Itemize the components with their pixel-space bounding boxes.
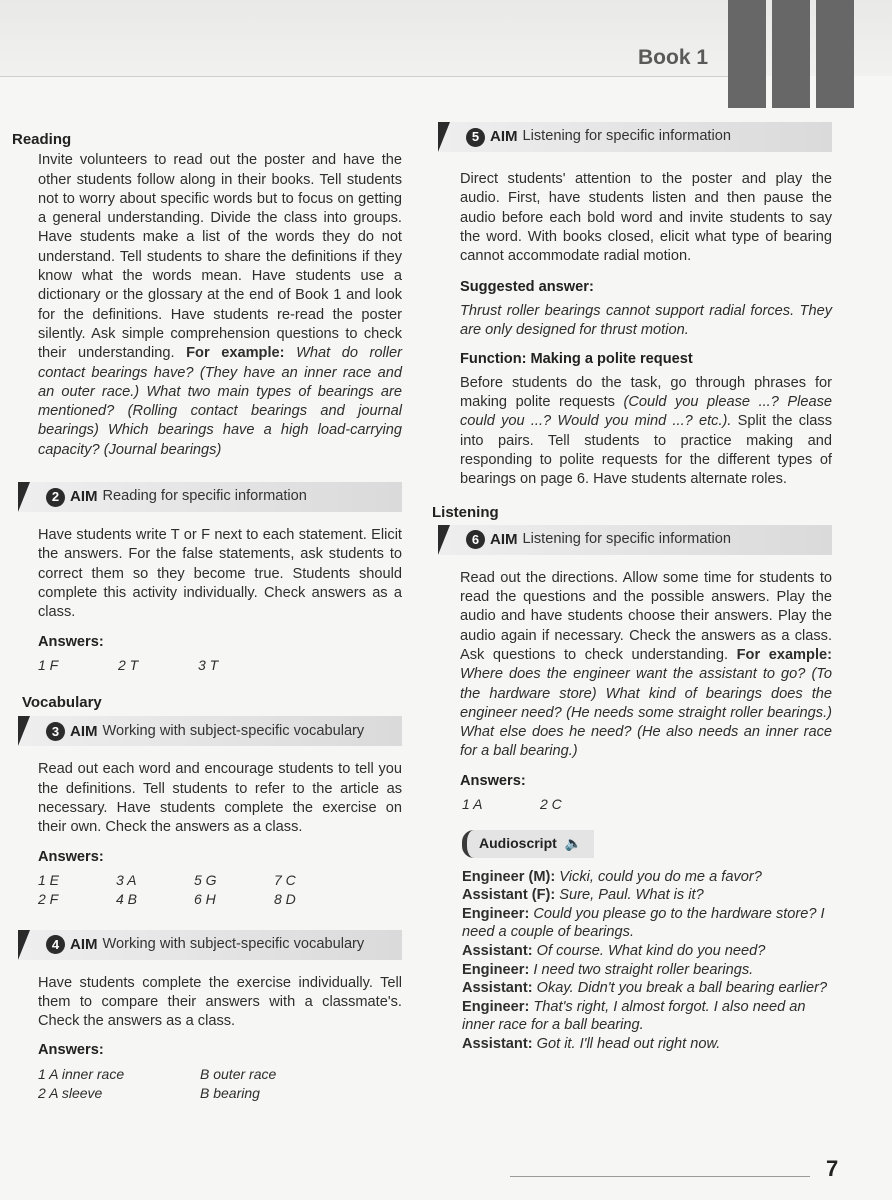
vocabulary-heading: Vocabulary <box>22 694 102 712</box>
script-speaker: Engineer (M): <box>462 868 556 885</box>
aim-5-bar <box>440 122 832 152</box>
aim-3-body: Read out each word and encourage students to tell you the definitions. Tell students to refer to the article as necessary. Have students complete the exercise on their own. Check the answers as a class. <box>38 761 402 836</box>
script-speaker: Assistant (F): <box>462 887 556 904</box>
aim-2-answers-label: Answers: <box>38 633 104 650</box>
script-speaker: Engineer: <box>462 961 530 978</box>
aim-number-3: 3 <box>46 722 65 741</box>
aim-number-4: 4 <box>46 935 65 954</box>
script-text: That's right, I almost forgot. I also need an inner race for a ball bearing. <box>462 998 806 1034</box>
aim-4-body: Have students complete the exercise individually. Tell them to compare their answers with a classmate's. Check the answers as a class. <box>38 974 402 1030</box>
suggested-answer: Thrust roller bearings cannot support radial forces. They are only designed for thrust motion. <box>460 302 832 339</box>
speaker-icon[interactable]: 🔈 <box>564 835 583 852</box>
aim-label: AIM <box>70 488 98 506</box>
aim-3-answers <box>38 871 402 910</box>
audioscript-badge[interactable] <box>462 830 594 857</box>
aim-4-bar <box>20 930 402 960</box>
aim-wedge <box>438 525 450 555</box>
aim-label: AIM <box>490 128 518 146</box>
answer-item: B outer race <box>200 1065 277 1082</box>
aim-5-body: Direct students' attention to the poster and play the audio. First, have students listen and then pause the audio before each bold word and invite students to say the word. With books closed, elicit what type of bearing cannot accommodate radial motion. <box>460 171 832 265</box>
aim-number-5: 5 <box>466 128 485 147</box>
tab-bar-2 <box>772 0 810 108</box>
text-run: Invite volunteers to read out the poster and have the other students follow along in their books. Tell students not to worry about specific words but to focus on getting a general understanding. Divide the class into groups. Have students make a list of the words they do not understand. Tell students to share the definitions if they know what the words mean. Have students use a dictionary or the glossary at the end of Book 1 and look for the definitions. Have students re-read the poster silently. Ask simple comprehension questions to check their understanding. <box>38 152 402 362</box>
answer-item: 3 T <box>198 656 219 673</box>
text-run: Split the class into pairs. Tell students to practice making and responding to polite requests for the different types of bearings on page 6. Have students alternate roles. <box>460 413 833 488</box>
script-speaker: Assistant: <box>462 942 533 959</box>
aim-number-2: 2 <box>46 488 65 507</box>
left-column <box>12 130 402 1103</box>
tab-bar-1 <box>728 0 766 108</box>
aim-6-title: Listening for specific information <box>522 531 731 548</box>
script-speaker: Assistant: <box>462 980 533 997</box>
aim-4-answers <box>38 1065 402 1104</box>
script-text: Okay. Didn't you break a ball bearing earlier? <box>532 980 828 997</box>
aim-2-bar <box>20 482 402 512</box>
script-line <box>462 942 832 961</box>
aim-3-answers-label: Answers: <box>38 848 104 865</box>
aim-label: AIM <box>490 531 518 549</box>
script-text: Vicki, could you do me a favor? <box>555 868 762 885</box>
aim-6-body <box>460 569 832 762</box>
aim-4-answers-label: Answers: <box>38 1042 104 1059</box>
text-run: Before students do the task, go through phrases for making polite requests <box>460 374 832 410</box>
bold-text-run: For example: <box>186 345 285 362</box>
italic-text-run: What do roller contact bearings have? (They have an inner race and an outer race.) What two main types of bearings are mentioned? (Rolling contact bearings and journal bearings) Which bearings have a high load-carrying capacity? (Journal bearings) <box>38 345 402 458</box>
aim-3-title: Working with subject-specific vocabulary <box>102 722 365 739</box>
header-rule <box>0 76 730 77</box>
answer-item: 4 B <box>116 891 138 908</box>
book-label: Book 1 <box>638 46 709 69</box>
answer-item: 8 D <box>274 891 296 908</box>
script-line <box>462 886 832 905</box>
script-speaker: Engineer: <box>462 998 530 1015</box>
answer-row <box>38 890 402 909</box>
function-body <box>460 374 832 490</box>
script-text: Could you please go to the hardware store? I need a couple of bearings. <box>462 905 825 941</box>
answer-row <box>38 1065 402 1084</box>
script-line <box>462 905 832 942</box>
aim-label: AIM <box>70 935 98 953</box>
script-speaker: Engineer: <box>462 905 530 922</box>
answer-item: 1 A <box>462 796 483 813</box>
answer-item: 2 A sleeve <box>38 1084 103 1101</box>
aim-label: AIM <box>70 722 98 740</box>
italic-text-run: (Could you please ...? Please could you ...? Would you mind ...? etc.). <box>460 393 832 430</box>
answer-item: 1 E <box>38 871 60 888</box>
footer-rule <box>510 1176 810 1177</box>
answer-item: 2 T <box>118 656 139 673</box>
script-text: Of course. What kind do you need? <box>532 942 766 959</box>
answer-row <box>38 1084 402 1103</box>
answer-item: 5 G <box>194 871 217 888</box>
aim-2-body: Have students write T or F next to each statement. Elicit the answers. For the false statements, ask students to correct them so they become true. Students should complete this activity individually. Check answers as a class. <box>38 527 402 621</box>
script-speaker: Assistant: <box>462 1035 533 1052</box>
script-line <box>462 868 832 887</box>
aim-wedge <box>18 930 30 960</box>
bold-text-run: For example: <box>736 646 832 663</box>
script-line <box>462 979 832 998</box>
answer-row <box>38 871 402 890</box>
answer-item: 2 C <box>540 796 562 813</box>
script-text: Got it. I'll head out right now. <box>532 1035 721 1052</box>
aim-wedge <box>438 122 450 152</box>
reading-body <box>38 151 402 460</box>
aim-3-bar <box>20 716 402 746</box>
aim-2-answers <box>38 656 402 675</box>
answer-item: 2 F <box>38 891 59 908</box>
script-line <box>462 961 832 980</box>
aim-2-title: Reading for specific information <box>102 488 307 505</box>
text-run: Read out the directions. Allow some time for students to read the questions and the possible answers. Play the audio and have students choose their answers. Play the audio again if necessary. Check the answers as a class. Ask questions to check understanding. <box>460 569 832 663</box>
answer-item: B bearing <box>200 1084 260 1101</box>
answer-item: 7 C <box>274 871 296 888</box>
answer-item: 1 A inner race <box>38 1065 125 1082</box>
tab-bar-3 <box>816 0 854 108</box>
answer-item: 3 A <box>116 871 137 888</box>
script-text: I need two straight roller bearings. <box>529 961 754 978</box>
audioscript-label: Audioscript <box>479 835 557 852</box>
reading-heading: Reading <box>12 131 72 148</box>
script-line <box>462 1035 832 1054</box>
right-column <box>432 122 832 1054</box>
aim-6-bar <box>440 525 832 555</box>
aim-6-answers-label: Answers: <box>460 772 526 789</box>
aim-5-title: Listening for specific information <box>522 128 731 145</box>
aim-number-6: 6 <box>466 530 485 549</box>
answer-item: 1 F <box>38 656 59 673</box>
page-number: 7 <box>826 1156 839 1181</box>
aim-wedge <box>18 716 30 746</box>
function-label: Function: Making a polite request <box>460 351 693 368</box>
answer-item: 6 H <box>194 891 216 908</box>
script-text: Sure, Paul. What is it? <box>555 887 704 904</box>
audioscript <box>462 868 832 1054</box>
italic-text-run: Where does the engineer want the assistant to go? (To the hardware store) What kind of bearings does the engineer need? (He needs some straight roller bearings.) What else does he need? (He also needs an inner race for a ball bearing.) <box>460 666 832 760</box>
suggested-answer-label: Suggested answer: <box>460 279 594 296</box>
script-line <box>462 998 832 1035</box>
aim-wedge <box>18 482 30 512</box>
aim-4-title: Working with subject-specific vocabulary <box>102 935 365 952</box>
aim-6-answers <box>462 795 832 814</box>
listening-heading: Listening <box>432 504 499 522</box>
